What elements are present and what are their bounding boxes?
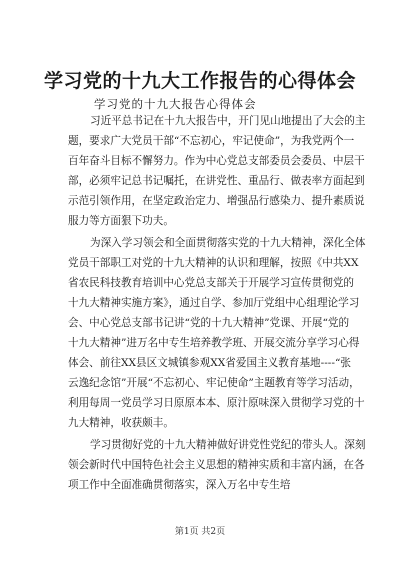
paragraph-line: 百年奋斗目标不懈努力。作为中心党总支部委员会委员、中层干 bbox=[68, 155, 365, 167]
paragraph-line: 题，要求广大党员干部“不忘初心，牢记使命”，为我党两个一 bbox=[68, 135, 355, 147]
paragraph-line: 部，必须牢记总书记嘱托，在讲党性、重品行、做表率方面起到 bbox=[68, 175, 365, 187]
paragraph-1 bbox=[68, 111, 366, 231]
paragraph-2 bbox=[68, 233, 366, 433]
paragraph-line: 为深入学习领会和全面贯彻落实党的十九大精神，深化全体 bbox=[90, 237, 366, 249]
paragraph-line: 习近平总书记在十九大报告中，开门见山地提出了大会的主 bbox=[90, 115, 366, 127]
paragraph-line: 体会、前往XX县区文城镇参观XX省爱国主义教育基地----“张 bbox=[68, 357, 351, 369]
paragraph-line: 九大精神，收获颇丰。 bbox=[68, 417, 174, 429]
paragraph-line: 领会新时代中国特色社会主义思想的精神实质和丰富内涵，在各 bbox=[68, 459, 365, 471]
paragraph-line: 十九大精神”进万名中专生培养教学班、开展交流分享学习心得 bbox=[68, 337, 360, 349]
paragraph-line: 示范引领作用，在坚定政治定力、增强品行感染力、提升素质说 bbox=[68, 195, 365, 207]
paragraph-line: 省农民科技教育培训中心党总支部关于开展学习宣传贯彻党的 bbox=[68, 277, 355, 289]
paragraph-line: 利用每周一党员学习日原原本本、原汁原味深入贯彻学习党的十 bbox=[68, 397, 365, 409]
paragraph-line: 项工作中全面准确贯彻落实，深入万名中专生培 bbox=[68, 479, 291, 491]
document-title: 学习党的十九大工作报告的心得体会 bbox=[43, 70, 356, 92]
paragraph-3 bbox=[68, 435, 366, 495]
paragraph-line: 会、中心党总支部书记讲“党的十九大精神”党课、开展“党的 bbox=[68, 317, 350, 329]
page-number-footer: 第1页 共2页 bbox=[174, 527, 226, 537]
paragraph-line: 学习贯彻好党的十九大精神做好讲党性党纪的带头人。深刻 bbox=[90, 439, 366, 451]
document-subtitle: 学习党的十九大报告心得体会 bbox=[94, 97, 257, 111]
paragraph-line: 服力等方面狠下功夫。 bbox=[68, 215, 174, 227]
paragraph-line: 十九大精神实施方案》，通过自学、参加厅党组中心组理论学习 bbox=[68, 297, 360, 309]
paragraph-line: 党员干部职工对党的十九大精神的认识和理解，按照《中共XX bbox=[68, 257, 359, 269]
paragraph-line: 云逸纪念馆”开展“不忘初心、牢记使命”主题教育等学习活动， bbox=[68, 377, 360, 389]
